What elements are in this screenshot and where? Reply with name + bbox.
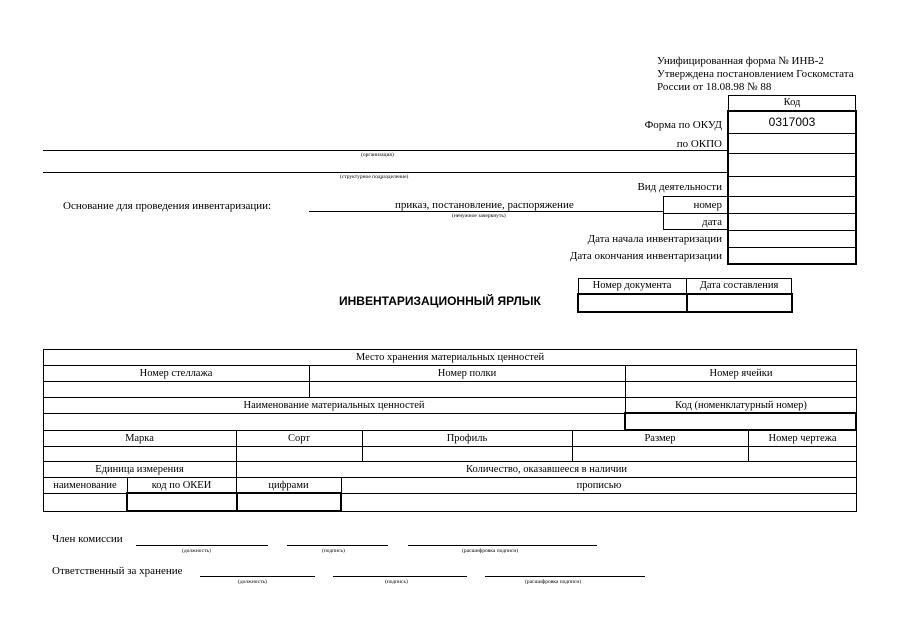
drawing-header: Номер чертежа — [768, 433, 837, 444]
form-id-line1: Унифицированная форма № ИНВ-2 — [657, 55, 824, 67]
codes-divider — [728, 230, 856, 231]
doc-values-box[interactable] — [577, 293, 793, 313]
responsible-signature-caption: (подпись) — [385, 579, 408, 585]
code-header: Код (номенклатурный номер) — [675, 400, 807, 411]
unit-line[interactable] — [43, 172, 728, 173]
basis-label: Основание для проведения инвентаризации: — [63, 200, 272, 212]
row-line — [43, 365, 857, 366]
responsible-position-line[interactable] — [200, 576, 315, 577]
doc-date-label: Дата составления — [699, 280, 779, 291]
brand-header: Марка — [125, 433, 154, 444]
okud-value[interactable]: 0317003 — [768, 115, 816, 129]
basis-divider — [663, 213, 728, 214]
rack-header: Номер стеллажа — [139, 368, 213, 379]
member-decoding-line[interactable] — [408, 545, 597, 546]
codes-divider — [728, 176, 856, 177]
okpo-label: по ОКПО — [676, 138, 722, 150]
storage-header: Место хранения материальных ценностей — [355, 352, 545, 363]
row-line — [43, 477, 857, 478]
data-label: дата — [701, 216, 722, 228]
okei-digits-values[interactable] — [126, 492, 342, 512]
start-date-label: Дата начала инвентаризации — [587, 233, 722, 245]
responsible-label: Ответственный за хранение — [52, 565, 183, 577]
kod-label: Код — [783, 97, 801, 108]
codes-divider — [728, 196, 856, 197]
codes-divider — [728, 247, 856, 248]
basis-line[interactable] — [309, 211, 663, 212]
profile-header: Профиль — [446, 433, 488, 444]
row-line — [43, 397, 857, 398]
col-line — [236, 493, 238, 511]
digits-header: цифрами — [268, 480, 309, 491]
org-line[interactable] — [43, 150, 728, 151]
unit-header: Единица измерения — [95, 464, 184, 475]
okei-header: код по ОКЕИ — [151, 480, 212, 491]
qty-header: Количество, оказавшееся в наличии — [465, 464, 628, 475]
unit-caption: (структурное подразделение) — [340, 174, 409, 180]
form-id-line2: Утверждена постановлением Госкомстата — [657, 68, 854, 80]
responsible-decoding-line[interactable] — [485, 576, 645, 577]
nomer-label: номер — [693, 199, 722, 211]
row-line — [43, 461, 857, 462]
shelf-header: Номер полки — [437, 368, 497, 379]
row-line — [43, 446, 857, 447]
codes-divider — [728, 153, 856, 154]
member-signature-line[interactable] — [287, 545, 388, 546]
member-decoding-caption: (расшифровка подписи) — [462, 548, 519, 554]
okud-label: Форма по ОКУД — [644, 119, 722, 131]
member-label: Член комиссии — [52, 533, 123, 545]
responsible-decoding-caption: (расшифровка подписи) — [525, 579, 582, 585]
member-position-line[interactable] — [136, 545, 268, 546]
doc-number-label: Номер документа — [592, 280, 672, 291]
basis-value: приказ, постановление, распоряжение — [395, 199, 574, 211]
vid-label: Вид деятельности — [637, 181, 722, 193]
org-caption: (организация) — [361, 152, 394, 158]
responsible-signature-line[interactable] — [333, 576, 467, 577]
form-id-line3: России от 18.08.98 № 88 — [657, 81, 772, 93]
basis-caption: (ненужное зачеркнуть) — [452, 213, 506, 219]
end-date-label: Дата окончания инвентаризации — [569, 250, 722, 262]
responsible-position-caption: (должность) — [238, 579, 267, 585]
grade-header: Сорт — [288, 433, 310, 444]
code-value-box[interactable] — [624, 412, 857, 431]
member-signature-caption: (подпись) — [322, 548, 345, 554]
cell-header: Номер ячейки — [709, 368, 773, 379]
row-line — [43, 381, 857, 382]
size-header: Размер — [644, 433, 676, 444]
unit-name-header: наименование — [53, 480, 117, 491]
document-title: ИНВЕНТАРИЗАЦИОННЫЙ ЯРЛЫК — [339, 294, 541, 308]
name-header: Наименование материальных ценностей — [243, 400, 425, 411]
words-header: прописью — [576, 480, 622, 491]
doc-divider — [686, 294, 688, 312]
codes-divider — [728, 213, 856, 214]
codes-divider — [728, 133, 856, 134]
member-position-caption: (должность) — [182, 548, 211, 554]
